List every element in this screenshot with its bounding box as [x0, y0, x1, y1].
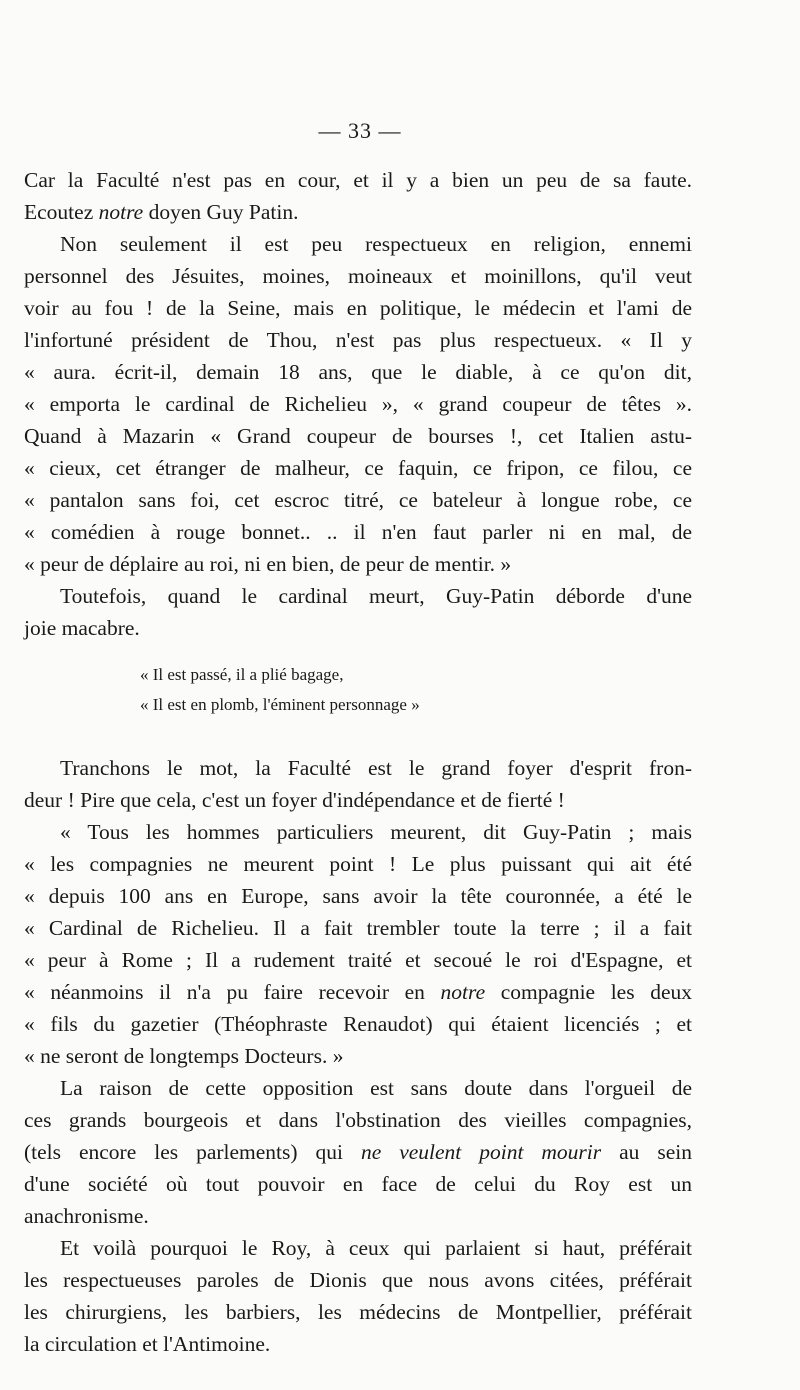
text-line: Ecoutez notre doyen Guy Patin. — [24, 200, 299, 224]
verse-line: « Il est passé, il a plié bagage, — [140, 665, 344, 684]
text-line: Quand à Mazarin « Grand coupeur de bourses !, cet Italien astu- — [24, 424, 692, 448]
text-line: d'une société où tout pouvoir en face de celui du Roy est un — [24, 1172, 692, 1196]
text-line: La raison de cette opposition est sans doute dans l'orgueil de — [60, 1076, 692, 1100]
text-line: Car la Faculté n'est pas en cour, et il y a bien un peu de sa faute. — [24, 168, 692, 192]
verse-line: « Il est en plomb, l'éminent personnage » — [140, 695, 420, 714]
text-line: « Cardinal de Richelieu. Il a fait trembler toute la terre ; il a fait — [24, 916, 692, 940]
text-line: personnel des Jésuites, moines, moineaux et moinillons, qu'il veut — [24, 264, 692, 288]
text-line: les chirurgiens, les barbiers, les médecins de Montpellier, préférait — [24, 1300, 692, 1324]
text-line: Et voilà pourquoi le Roy, à ceux qui parlaient si haut, préférait — [60, 1236, 692, 1260]
text-line: « les compagnies ne meurent point ! Le plus puissant qui ait été — [24, 852, 692, 876]
text-line: Non seulement il est peu respectueux en religion, ennemi — [60, 232, 692, 256]
text-line: Toutefois, quand le cardinal meurt, Guy-Patin déborde d'une — [60, 584, 692, 608]
text-line: voir au fou ! de la Seine, mais en politique, le médecin et l'ami de — [24, 296, 692, 320]
text-line: « peur de déplaire au roi, ni en bien, de peur de mentir. » — [24, 552, 512, 576]
text-line: « néanmoins il n'a pu faire recevoir en notre compagnie les deux — [24, 980, 692, 1004]
text-line: « comédien à rouge bonnet.. .. il n'en faut parler ni en mal, de — [24, 520, 692, 544]
text-line: « peur à Rome ; Il a rudement traité et secoué le roi d'Espagne, et — [24, 948, 692, 972]
text-line: « ne seront de longtemps Docteurs. » — [24, 1044, 344, 1068]
text-line: joie macabre. — [24, 616, 140, 640]
text-line: anachronisme. — [24, 1204, 149, 1228]
text-line: « aura. écrit-il, demain 18 ans, que le diable, à ce qu'on dit, — [24, 360, 692, 384]
text-line: « depuis 100 ans en Europe, sans avoir la tête couronnée, a été le — [24, 884, 692, 908]
text-line: « fils du gazetier (Théophraste Renaudot) qui étaient licenciés ; et — [24, 1012, 692, 1036]
text-line: ces grands bourgeois et dans l'obstination des vieilles compagnies, — [24, 1108, 692, 1132]
text-line: « cieux, cet étranger de malheur, ce faquin, ce fripon, ce filou, ce — [24, 456, 692, 480]
page-number: — 33 — — [318, 118, 402, 143]
text-line: Tranchons le mot, la Faculté est le grand foyer d'esprit fron- — [60, 756, 692, 780]
text-line: « emporta le cardinal de Richelieu », « grand coupeur de têtes ». — [24, 392, 692, 416]
text-line: deur ! Pire que cela, c'est un foyer d'indépendance et de fierté ! — [24, 788, 565, 812]
text-line: (tels encore les parlements) qui ne veulent point mourir au sein — [24, 1140, 692, 1164]
text-line: « pantalon sans foi, cet escroc titré, ce bateleur à longue robe, ce — [24, 488, 692, 512]
text-line: « Tous les hommes particuliers meurent, dit Guy-Patin ; mais — [60, 820, 692, 844]
text-line: les respectueuses paroles de Dionis que nous avons citées, préférait — [24, 1268, 692, 1292]
text-line: l'infortuné président de Thou, n'est pas plus respectueux. « Il y — [24, 328, 692, 352]
text-line: la circulation et l'Antimoine. — [24, 1332, 271, 1356]
